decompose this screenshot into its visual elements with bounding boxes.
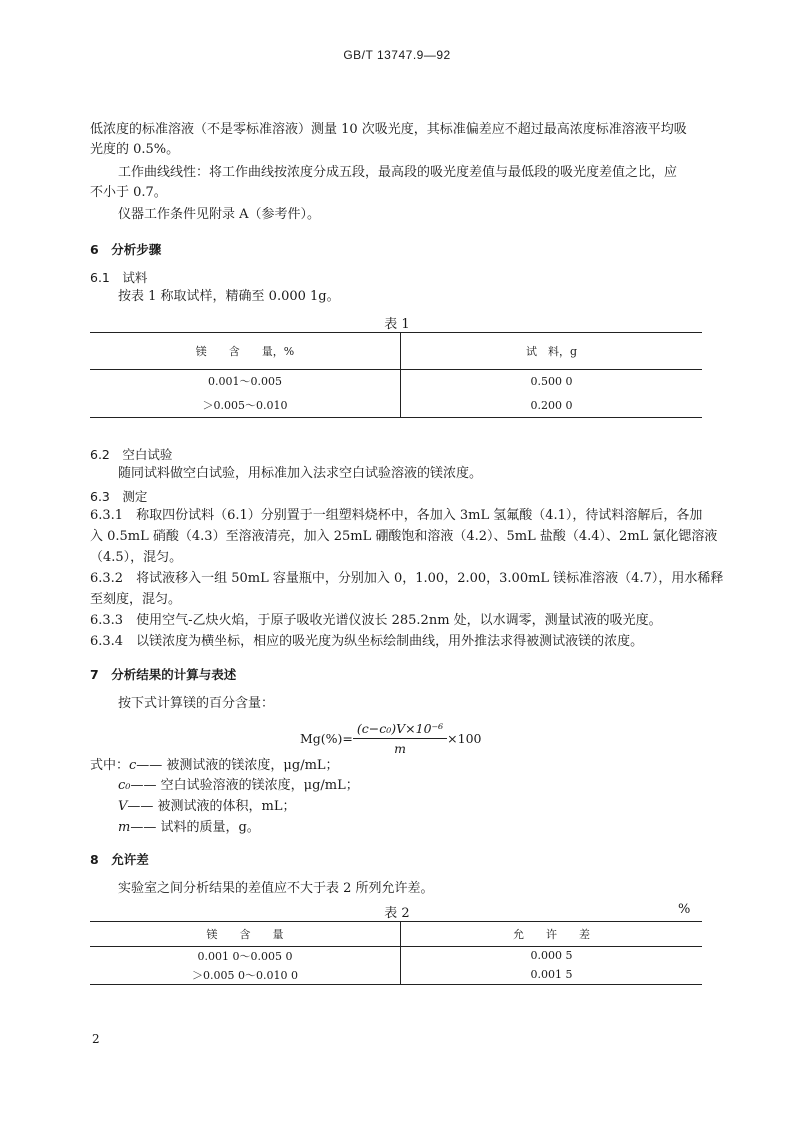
table-row <box>90 369 702 393</box>
var-symbol: m <box>118 820 131 835</box>
formula <box>300 720 482 756</box>
section-6-2-title: 6.2 空白试验 <box>90 447 173 462</box>
section-7-intro: 按下式计算镁的百分含量： <box>118 696 275 711</box>
table1-bottom-rule <box>90 417 702 418</box>
table1-caption: 表 1 <box>384 317 410 332</box>
section-8-text: 实验室之间分析结果的差值应不大于表 2 所列允许差。 <box>118 881 434 896</box>
formula-rhs: ×100 <box>447 730 482 746</box>
var-description: —— 试料的质量，g。 <box>130 820 260 835</box>
where-clause-line2 <box>118 776 359 796</box>
section-6-3-2-line2: 至刻度，混匀。 <box>90 592 182 607</box>
table1-cell: 0.500 0 <box>530 374 573 388</box>
section-6-1-text: 按表 1 称取试样，精确至 0.000 1g。 <box>118 289 340 304</box>
table2-header-tolerance: 允 许 差 <box>513 927 590 941</box>
section-6-3-1-line2: 入 0.5mL 硝酸（4.3）至溶液清亮，加入 25mL 硼酸饱和溶液（4.2）、5mL 盐酸（4.4）、2mL 氯化锶溶液 <box>90 529 718 544</box>
intro-para1-line2: 光度的 0.5%。 <box>90 142 180 157</box>
intro-para2-line2: 不小于 0.7。 <box>90 185 167 200</box>
var-symbol: V <box>118 799 128 814</box>
table1-header-row <box>90 333 702 369</box>
table1-cell: 0.001～0.005 <box>90 369 401 393</box>
document-code: GB/T 13747.9—92 <box>343 48 451 62</box>
table1 <box>90 333 702 417</box>
intro-para2-line1: 工作曲线线性：将工作曲线按浓度分成五段，最高段的吸光度差值与最低段的吸光度差值之比，应 <box>118 165 678 180</box>
table2-cell: 0.000 5 <box>530 949 573 963</box>
table-row <box>90 946 702 965</box>
section-6-3-3: 6.3.3 使用空气-乙炔火焰，于原子吸收光谱仪波长 285.2nm 处，以水调零，测量试液的吸光度。 <box>90 613 662 628</box>
section-6-3-1-line1: 6.3.1 称取四份试料（6.1）分别置于一组塑料烧杯中，各加入 3mL 氢氟酸（4.1），待试料溶解后，各加 <box>90 508 703 523</box>
intro-para1-line1: 低浓度的标准溶液（不是零标准溶液）测量 10 次吸光度，其标准偏差应不超过最高浓度标准溶液平均吸 <box>90 122 687 137</box>
var-description: —— 空白试验溶液的镁浓度，μg/mL； <box>130 778 359 793</box>
where-prefix: 式中： <box>90 758 130 773</box>
table1-cell: 0.200 0 <box>530 398 573 412</box>
table2-unit: % <box>678 902 691 917</box>
section-6-3-title: 6.3 测定 <box>90 489 148 504</box>
table1-header-mg: 镁 含 量，% <box>90 333 401 369</box>
formula-denominator: m <box>394 740 406 756</box>
formula-lhs: Mg(%)= <box>300 730 353 746</box>
table2-bottom-rule <box>90 984 702 985</box>
table2-caption: 表 2 <box>384 906 410 921</box>
where-clause-line1 <box>90 756 339 776</box>
table1-header-sample: 试 料，g <box>525 344 578 358</box>
table2-header-row <box>90 922 702 946</box>
var-description: —— 被测试液的体积，mL； <box>127 799 296 814</box>
section-6-2-text: 随同试料做空白试验，用标准加入法求空白试验溶液的镁浓度。 <box>118 466 483 481</box>
where-clause-line4 <box>118 818 260 838</box>
table2-header-mg: 镁 含 量 <box>90 922 401 946</box>
table-row <box>90 393 702 417</box>
formula-numerator: (c−c₀)V×10⁻⁶ <box>353 721 447 739</box>
table2-cell: ＞0.005 0～0.010 0 <box>90 965 401 984</box>
formula-fraction <box>353 721 447 756</box>
table2-cell: 0.001 0～0.005 0 <box>90 946 401 965</box>
var-description: —— 被测试液的镁浓度，μg/mL； <box>136 758 339 773</box>
var-symbol: c <box>129 758 137 773</box>
section-6-3-4: 6.3.4 以镁浓度为横坐标，相应的吸光度为纵坐标绘制曲线，用外推法求得被测试液镁的浓度。 <box>90 634 644 649</box>
section-6-title: 6 分析步骤 <box>90 242 162 257</box>
page-number: 2 <box>92 1032 100 1046</box>
table-row <box>90 965 702 984</box>
section-6-1-title: 6.1 试料 <box>90 270 148 285</box>
intro-para3: 仪器工作条件见附录 A（参考件）。 <box>118 207 321 222</box>
section-8-title: 8 允许差 <box>90 852 149 867</box>
section-6-3-2-line1: 6.3.2 将试液移入一组 50mL 容量瓶中，分别加入 0，1.00，2.00，3.00mL 镁标准溶液（4.7），用水稀释 <box>90 571 724 586</box>
where-clause-line3 <box>118 797 295 817</box>
table2 <box>90 922 702 984</box>
table2-cell: 0.001 5 <box>530 968 573 981</box>
section-7-title: 7 分析结果的计算与表述 <box>90 667 237 682</box>
var-symbol: c₀ <box>118 778 131 793</box>
section-6-3-1-line3: （4.5），混匀。 <box>90 550 183 565</box>
table1-cell: ＞0.005～0.010 <box>90 393 401 417</box>
